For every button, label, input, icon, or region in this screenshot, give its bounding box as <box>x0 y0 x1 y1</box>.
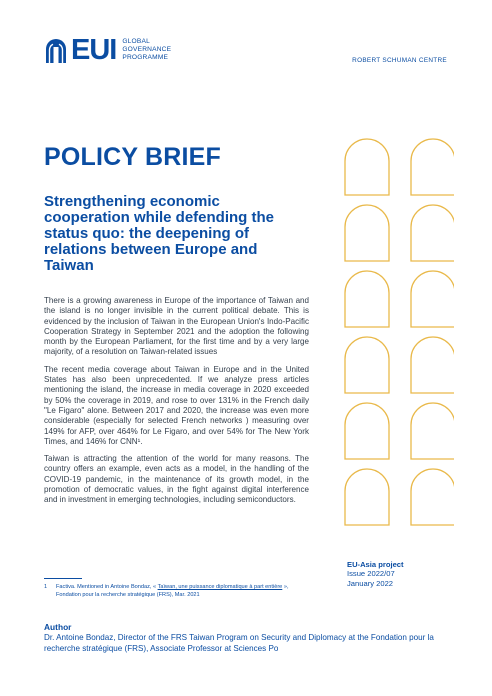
arch-shape <box>345 469 389 525</box>
footnote-text-after: », Fondation pour la recherche stratégique (FRS), Mar. 2021 <box>56 584 289 598</box>
arch-shape <box>345 403 389 459</box>
body-text <box>44 296 309 513</box>
paragraph: The recent media coverage about Taiwan in Europe and in the United States has also been unprecedented. If we analyze press articles mentioning the island, the increase in media coverage in 2020 exceeded by 50% the coverage in 2019, and rose to over 131% in the French daily "Le Figaro" alone. Between 2017 and 2020, the increase was even more considerable (especially for selected French networks ) measuring over 149% for AFP, over 464% for Le Figaro, and over 54% for The New York Times, and 146% for CNN¹. <box>44 364 309 446</box>
programme-name <box>122 38 171 62</box>
centre-name: ROBERT SCHUMAN CENTRE <box>352 57 447 64</box>
arch-shape <box>345 337 389 393</box>
arch-shape <box>411 139 454 195</box>
document-type: POLICY BRIEF <box>44 143 221 171</box>
paragraph: Taiwan is attracting the attention of the world for many reasons. The country offers an example, even acts as a model, in the handling of the COVID-19 pandemic, in the maintenance of its growth model, in the promotion of democratic values, in the fight against digital interference and in investment in emerging technologies, including semiconductors. <box>44 454 309 505</box>
arch-shape <box>345 205 389 261</box>
programme-line: PROGRAMME <box>122 54 169 61</box>
footnote-link[interactable]: Taïwan, une puissance diplomatique à part entière <box>157 584 283 590</box>
arch-shape <box>411 271 454 327</box>
footnote-text <box>56 584 314 599</box>
arch-shape <box>411 403 454 459</box>
issue-number: Issue 2022/07 <box>347 569 395 579</box>
dome-logo-icon <box>44 37 68 63</box>
programme-line: GLOBAL <box>122 38 150 45</box>
arch-shape <box>411 205 454 261</box>
logo-wordmark: EUI <box>71 33 117 66</box>
issue-date: January 2022 <box>347 578 394 588</box>
eui-logo <box>44 30 171 70</box>
arch-shape <box>411 469 454 525</box>
footnote-divider <box>44 578 82 579</box>
author-heading: Author <box>44 622 72 632</box>
brief-title: Strengthening economic cooperation while defending the status quo: the deepening of relations between Europe and Taiwan <box>44 193 275 274</box>
arch-shape <box>345 139 389 195</box>
arch-shape <box>411 337 454 393</box>
footnote-number: 1 <box>44 584 48 590</box>
footnote <box>44 584 314 599</box>
programme-line: GOVERNANCE <box>122 46 172 53</box>
project-info <box>347 560 404 588</box>
author-bio: Dr. Antoine Bondaz, Director of the FRS Taiwan Program on Security and Diplomacy at the Fondation pour la recherche stratégique (FRS), Associate Professor at Sciences Po <box>44 633 434 653</box>
project-name: EU-Asia project <box>347 560 404 569</box>
footnote-text-before: Factiva. Mentioned in Antoine Bondaz, « <box>56 584 158 590</box>
arch-shape <box>345 271 389 327</box>
paragraph: There is a growing awareness in Europe of the importance of Taiwan and the island is no longer invisible in the current political debate. This is evidenced by the inclusion of Taiwan in the European Union's Indo-Pacific Cooperation Strategy in September 2021 and the adoption the following month by the European Parliament, for the first time and by a very large majority, of a resolution on Taiwan-related issues <box>44 296 309 357</box>
